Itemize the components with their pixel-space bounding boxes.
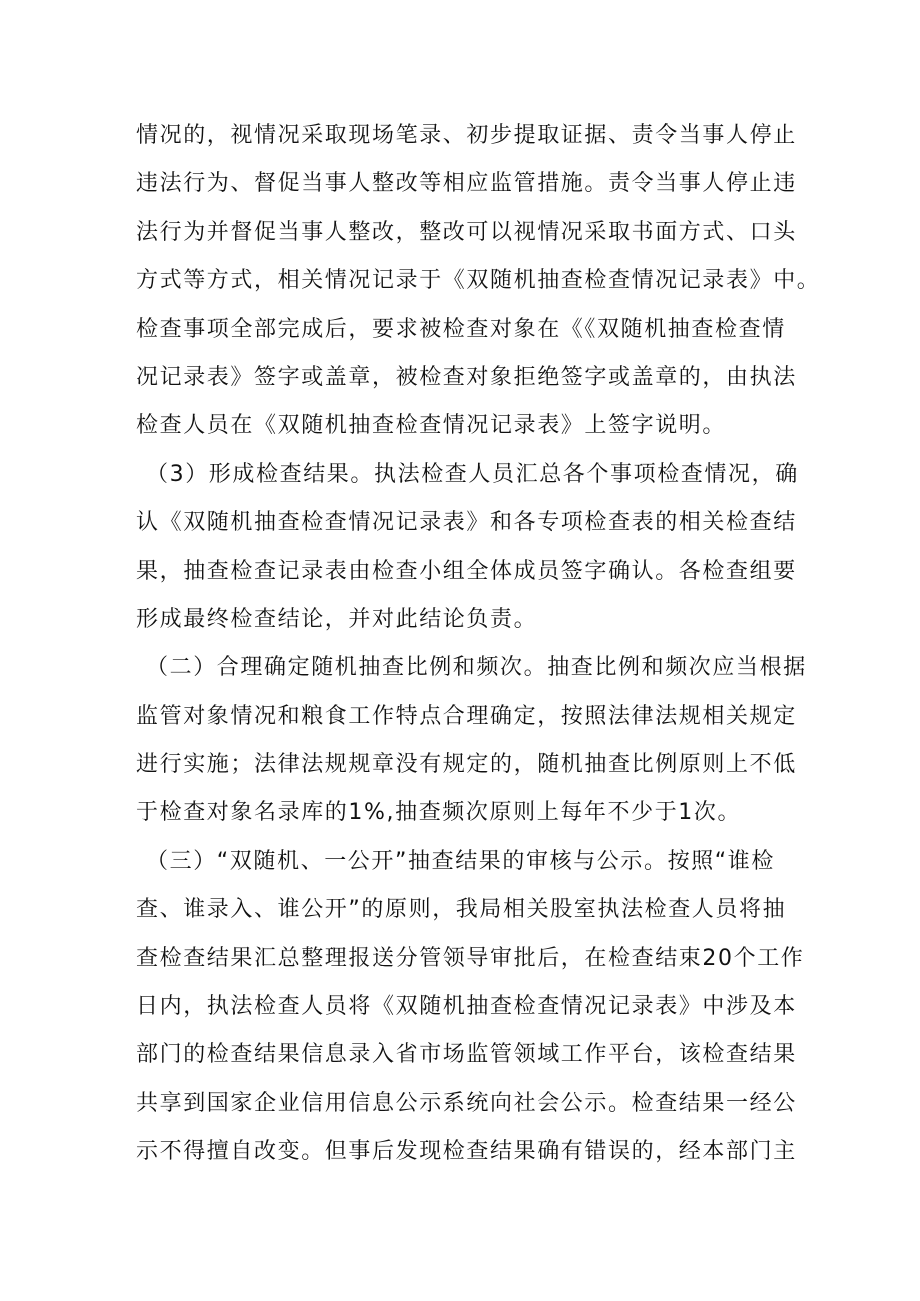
text-line: 进行实施；法律法规规章没有规定的，随机抽查比例原则上不低 [136,752,797,778]
text-line: 部门的检查结果信息录入省市场监管领域工作平台，该检查结果 [136,1042,797,1068]
text-line: 方式等方式，相关情况记录于《双随机抽查检查情况记录表》中。 [136,268,821,294]
text-line: 检查事项全部完成后，要求被检查对象在《《双随机抽查检查情 [136,316,786,342]
text-line: 查、谁录入、谁公开”的原则，我局相关股室执法检查人员将抽 [136,897,787,923]
text-line: 形成最终检查结论，并对此结论负责。 [136,606,538,632]
paragraph-start-line: （3）形成检查结果。执法检查人员汇总各个事项检查情况，确 [146,461,799,487]
text-line: 监管对象情况和粮食工作特点合理确定，按照法律法规相关规定 [136,703,797,729]
paragraph-start-line: （三）“双随机、一公开”抽查结果的审核与公示。按照“谁检 [146,848,775,874]
text-line: 法行为并督促当事人整改，整改可以视情况采取书面方式、口头 [136,219,797,245]
text-line: 果，抽查检查记录表由检查小组全体成员签字确认。各检查组要 [136,558,797,584]
text-line: 违法行为、督促当事人整改等相应监管措施。责令当事人停止违 [136,171,797,197]
text-line: 共享到国家企业信用信息公示系统向社会公示。检查结果一经公 [136,1090,797,1116]
text-line: 查检查结果汇总整理报送分管领导审批后，在检查结束20个工作 [136,945,805,971]
text-line: 示不得擅自改变。但事后发现检查结果确有错误的，经本部门主 [136,1139,797,1165]
text-line: 情况的，视情况采取现场笔录、初步提取证据、责令当事人停止 [136,123,797,148]
text-line: 认《双随机抽查检查情况记录表》和各专项检查表的相关检查结 [136,510,797,536]
text-line: 于检查对象名录库的1%,抽查频次原则上每年不少于1次。 [136,800,742,826]
text-line: 检查人员在《双随机抽查检查情况记录表》上签字说明。 [136,413,727,439]
text-line: 日内，执法检查人员将《双随机抽查检查情况记录表》中涉及本 [136,994,797,1020]
paragraph-start-line: （二）合理确定随机抽查比例和频次。抽查比例和频次应当根据 [146,655,807,681]
text-line: 况记录表》签字或盖章，被检查对象拒绝签字或盖章的，由执法 [136,364,797,390]
body-text [136,112,821,1177]
